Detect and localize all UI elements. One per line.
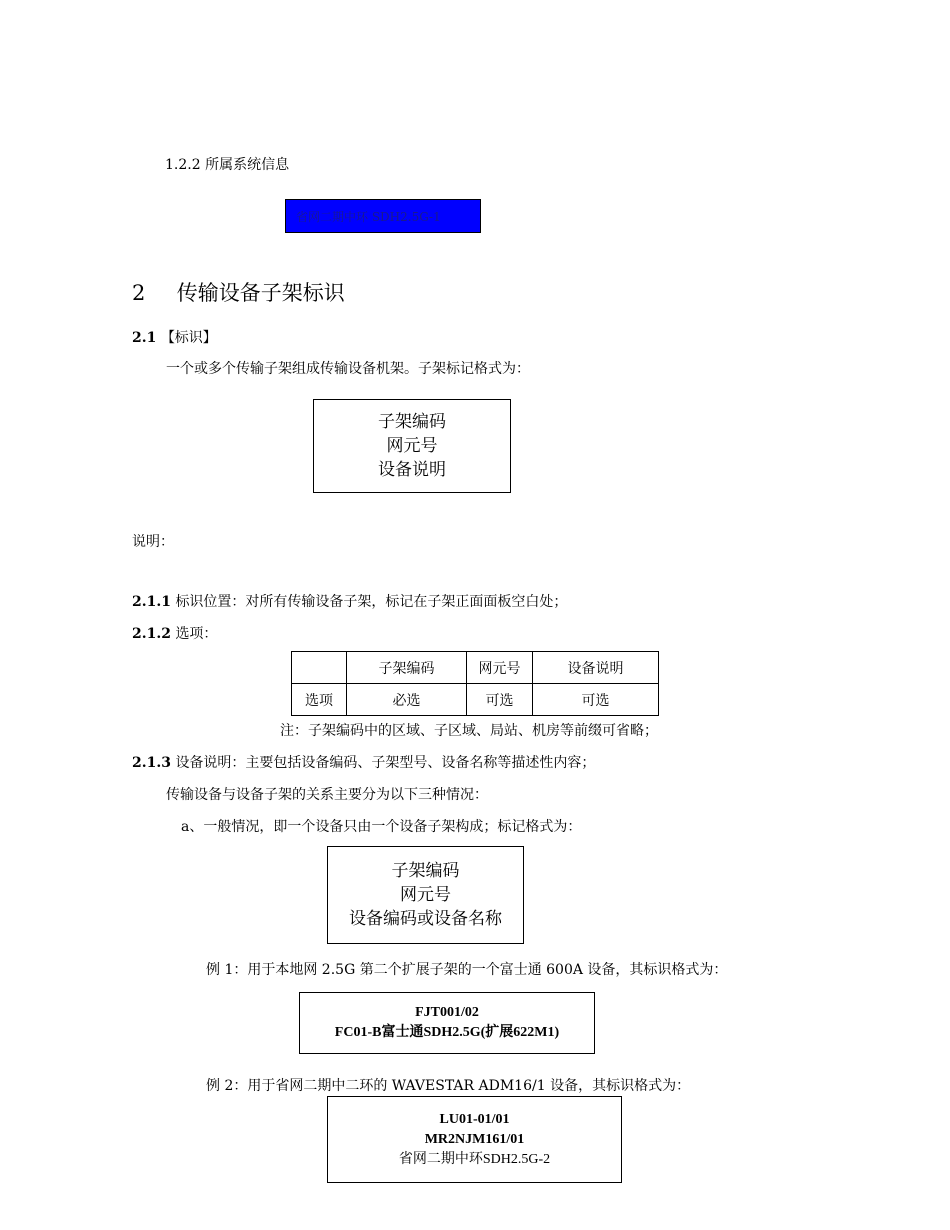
format-line: 子架编码 xyxy=(378,412,446,432)
table-cell: 选项 xyxy=(292,684,347,716)
format-line: 设备编码或设备名称 xyxy=(349,909,502,929)
example-2-box xyxy=(327,1096,622,1183)
section-number: 2.1.1 xyxy=(132,594,171,610)
table-note: 注：子架编码中的区域、子区域、局站、机房等前缀可省略； xyxy=(280,723,658,739)
section-21-heading xyxy=(132,327,217,347)
table-cell: 设备说明 xyxy=(533,652,659,684)
label-format-box xyxy=(313,399,511,493)
format-line: 网元号 xyxy=(386,436,438,456)
example-1-text: 例 1：用于本地网 2.5G 第二个扩展子架的一个富士通 600A 设备，其标识格式为： xyxy=(206,962,728,978)
table-cell: 可选 xyxy=(467,684,533,716)
section-number: 2.1.3 xyxy=(132,755,171,771)
case-a-text: a、一般情况，即一个设备只由一个设备子架构成；标记格式为： xyxy=(181,819,582,835)
chapter-title: 传输设备子架标识 xyxy=(176,281,345,305)
table-cell: 网元号 xyxy=(467,652,533,684)
example-1-box xyxy=(299,992,595,1054)
table-cell: 必选 xyxy=(347,684,467,716)
example-line: LU01-01/01 xyxy=(439,1111,510,1127)
format-line: 子架编码 xyxy=(391,861,460,881)
section-number: 2.1 xyxy=(132,330,157,346)
options-table xyxy=(291,651,659,716)
section-number: 2.1.2 xyxy=(132,626,171,642)
example-2-text: 例 2：用于省网二期中二环的 WAVESTAR ADM16/1 设备，其标识格式为： xyxy=(206,1078,691,1094)
table-header-row xyxy=(292,652,659,684)
example-line: FJT001/02 xyxy=(415,1005,479,1020)
example-line: FC01-B富士通SDH2.5G(扩展622M1) xyxy=(334,1025,560,1040)
table-cell xyxy=(292,652,347,684)
system-label-box: 省网二期中环 SDH2.5G-1 xyxy=(285,199,481,233)
example-line: MR2NJM161/01 xyxy=(424,1131,525,1147)
format-line: 设备说明 xyxy=(378,460,446,480)
relation-intro: 传输设备与设备子架的关系主要分为以下三种情况： xyxy=(166,787,488,803)
chapter-number: 2 xyxy=(132,281,146,305)
section-text: 标识位置：对所有传输设备子架，标记在子架正面面板空白处； xyxy=(175,594,568,610)
section-text: 选项： xyxy=(175,626,218,642)
table-cell: 可选 xyxy=(533,684,659,716)
chapter-heading xyxy=(132,277,345,307)
example-line: 省网二期中环SDH2.5G-2 xyxy=(398,1151,551,1167)
section-21-intro: 一个或多个传输子架组成传输设备机架。子架标记格式为： xyxy=(166,361,530,377)
section-213 xyxy=(132,752,595,772)
section-212 xyxy=(132,623,217,643)
section-211 xyxy=(132,591,567,611)
table-row xyxy=(292,684,659,716)
note-label: 说明： xyxy=(132,534,174,550)
table-cell: 子架编码 xyxy=(347,652,467,684)
label-format-box-a xyxy=(327,846,524,944)
section-122-heading: 1.2.2 所属系统信息 xyxy=(165,157,290,173)
format-line: 网元号 xyxy=(400,885,451,905)
section-title: 【标识】 xyxy=(160,330,217,346)
section-text: 设备说明：主要包括设备编码、子架型号、设备名称等描述性内容； xyxy=(175,755,596,771)
